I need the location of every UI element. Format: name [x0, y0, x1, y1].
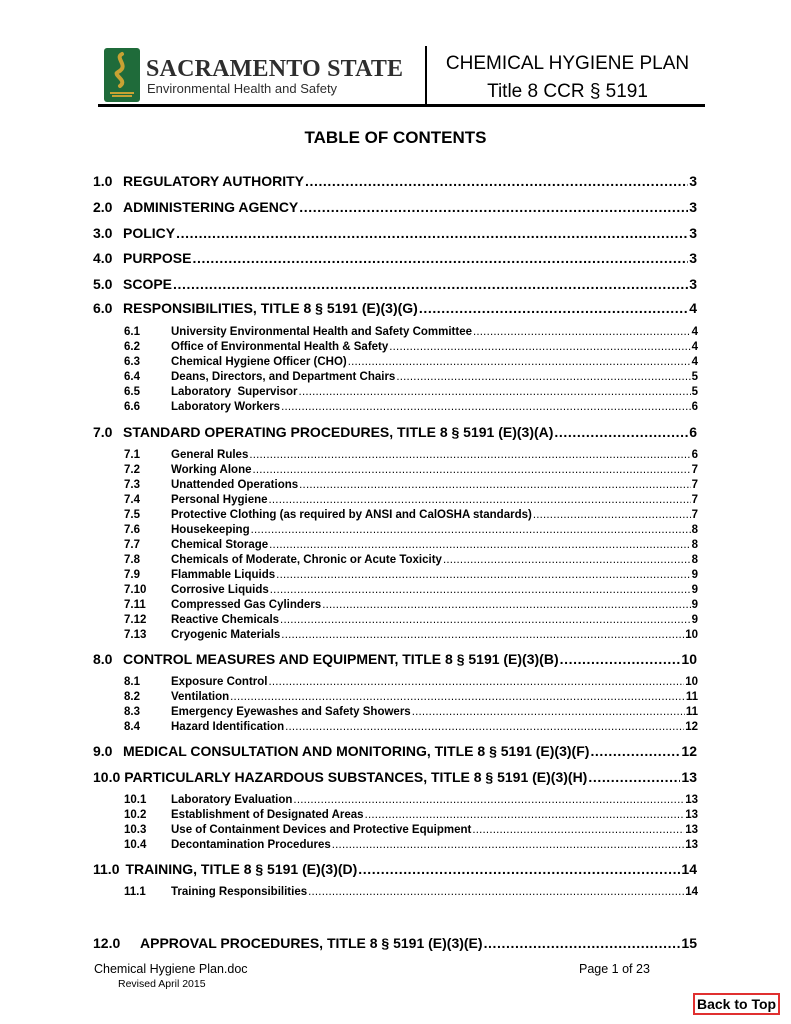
toc-entry[interactable] — [93, 250, 697, 268]
toc-entry-title: MEDICAL CONSULTATION AND MONITORING, TITLE 8 § 5191 (E)(3)(F) — [123, 743, 590, 759]
toc-entry-title: Training Responsibilities — [171, 886, 308, 898]
toc-entry-number: 5.0 — [93, 276, 113, 292]
dot-leader — [365, 809, 685, 821]
logo-subtitle: Environmental Health and Safety — [147, 81, 338, 96]
toc-entry-page: 14 — [685, 886, 698, 898]
sacramento-state-logo — [104, 48, 404, 104]
toc-entry-title: Protective Clothing (as required by ANSI and CalOSHA standards) — [171, 509, 532, 521]
toc-entry-page: 12 — [681, 743, 697, 759]
toc-entry-title: Use of Containment Devices and Protective Equipment — [171, 824, 472, 836]
header-rule — [98, 104, 705, 107]
dot-leader — [270, 584, 691, 596]
toc-subentry[interactable] — [124, 356, 698, 371]
toc-entry-page: 8 — [691, 524, 698, 536]
toc-subentry[interactable] — [124, 341, 698, 356]
toc-entry-page: 7 — [691, 509, 698, 521]
toc-entry-page: 7 — [691, 464, 698, 476]
dot-leader — [473, 326, 691, 338]
toc-entry-page: 3 — [689, 276, 697, 292]
dot-leader — [358, 861, 680, 877]
toc-entry-number: 7.3 — [124, 479, 140, 491]
toc-entry-number: 6.5 — [124, 386, 140, 398]
toc-subentry[interactable] — [124, 691, 698, 706]
toc-entry-page: 10 — [681, 651, 697, 667]
toc-entry-title: Chemicals of Moderate, Chronic or Acute Toxicity — [171, 554, 442, 566]
toc-subentry[interactable] — [124, 479, 698, 494]
toc-entry[interactable] — [93, 300, 697, 318]
toc-entry-title: Unattended Operations — [171, 479, 299, 491]
footer-page-number: Page 1 of 23 — [579, 962, 650, 976]
toc-entry-title: Laboratory Workers — [171, 401, 281, 413]
toc-entry-number: 3.0 — [93, 225, 113, 241]
toc-entry-title: Cryogenic Materials — [171, 629, 281, 641]
toc-entry-page: 4 — [691, 341, 698, 353]
toc-entry-number: 7.6 — [124, 524, 140, 536]
toc-entry-title: APPROVAL PROCEDURES, TITLE 8 § 5191 (E)(3)(E) — [140, 935, 483, 951]
toc-entry-title: University Environmental Health and Safety Committee — [171, 326, 472, 338]
toc-entry-title: Establishment of Designated Areas — [171, 809, 364, 821]
toc-entry-number: 7.9 — [124, 569, 140, 581]
toc-entry[interactable] — [93, 424, 697, 442]
dot-leader — [305, 173, 688, 189]
dot-leader — [419, 300, 688, 316]
dot-leader — [348, 356, 691, 368]
toc-subentry[interactable] — [124, 706, 698, 721]
toc-entry-number: 11.0 — [93, 861, 120, 877]
toc-entry-title: Hazard Identification — [171, 721, 285, 733]
toc-subentry[interactable] — [124, 721, 698, 736]
toc-entry-page: 8 — [691, 554, 698, 566]
toc-entry-page: 5 — [691, 371, 698, 383]
toc-entry-title: Housekeeping — [171, 524, 250, 536]
toc-entry-page: 4 — [691, 356, 698, 368]
dot-leader — [173, 276, 688, 292]
dot-leader — [389, 341, 690, 353]
toc-entry-number: 8.4 — [124, 721, 140, 733]
dot-leader — [281, 629, 684, 641]
toc-entry-title: Chemical Hygiene Officer (CHO) — [171, 356, 347, 368]
dot-leader — [560, 651, 681, 667]
toc-entry-page: 8 — [691, 539, 698, 551]
toc-entry-number: 10.1 — [124, 794, 147, 806]
toc-entry-number: 7.2 — [124, 464, 140, 476]
toc-entry[interactable] — [93, 861, 697, 879]
dot-leader — [299, 199, 688, 215]
toc-entry-title: Flammable Liquids — [171, 569, 276, 581]
toc-entry-page: 13 — [685, 824, 698, 836]
footer-filename: Chemical Hygiene Plan.doc — [94, 962, 248, 976]
dot-leader — [253, 464, 691, 476]
toc-entry-number: 8.2 — [124, 691, 140, 703]
toc-entry-title: CONTROL MEASURES AND EQUIPMENT, TITLE 8 § 5191 (E)(3)(B) — [123, 651, 559, 667]
toc-entry-title: ADMINISTERING AGENCY — [123, 199, 299, 215]
dot-leader — [230, 691, 685, 703]
toc-entry-page: 6 — [691, 449, 698, 461]
toc-entry-title: Working Alone — [171, 464, 252, 476]
toc-subentry[interactable] — [124, 614, 698, 629]
toc-entry-number: 7.7 — [124, 539, 140, 551]
toc-entry-title: POLICY — [123, 225, 176, 241]
header-divider — [425, 46, 427, 104]
toc-subentry[interactable] — [124, 676, 698, 691]
toc-entry-number: 7.4 — [124, 494, 140, 506]
dot-leader — [285, 721, 684, 733]
dot-leader — [281, 401, 691, 413]
toc-entry-number: 12.0 — [93, 935, 121, 951]
toc-entry-number: 2.0 — [93, 199, 113, 215]
toc-entry-number: 7.1 — [124, 449, 140, 461]
dot-leader — [299, 479, 690, 491]
dot-leader — [176, 225, 688, 241]
dot-leader — [443, 554, 691, 566]
back-to-top-button[interactable]: Back to Top — [693, 993, 780, 1015]
toc-entry-title: Reactive Chemicals — [171, 614, 280, 626]
toc-subentry[interactable] — [124, 524, 698, 539]
toc-entry-page: 9 — [691, 614, 698, 626]
toc-entry-page: 7 — [691, 479, 698, 491]
footer-revised-date: Revised April 2015 — [118, 978, 206, 990]
toc-entry-title: TRAINING, TITLE 8 § 5191 (E)(3)(D) — [125, 861, 358, 877]
toc-entry-number: 10.0 — [93, 769, 121, 785]
toc-entry-title: Chemical Storage — [171, 539, 269, 551]
dot-leader — [332, 839, 684, 851]
toc-subentry[interactable] — [124, 569, 698, 584]
toc-subentry[interactable] — [124, 554, 698, 569]
toc-entry-page: 9 — [691, 584, 698, 596]
dot-leader — [268, 676, 684, 688]
toc-entry-number: 7.13 — [124, 629, 147, 641]
toc-entry-page: 5 — [691, 386, 698, 398]
toc-entry-title: General Rules — [171, 449, 249, 461]
toc-entry[interactable] — [93, 935, 697, 953]
dot-leader — [484, 935, 681, 951]
toc-entry-page: 11 — [685, 691, 698, 703]
dot-leader — [412, 706, 685, 718]
toc-subentry[interactable] — [124, 809, 698, 824]
toc-entry-page: 12 — [685, 721, 698, 733]
dot-leader — [293, 794, 684, 806]
toc-entry-title: Laboratory Evaluation — [171, 794, 293, 806]
toc-entry-number: 10.2 — [124, 809, 147, 821]
dot-leader — [396, 371, 690, 383]
toc-heading: TABLE OF CONTENTS — [304, 128, 487, 147]
toc-entry-title: SCOPE — [123, 276, 173, 292]
toc-entry-title: RESPONSIBILITIES, TITLE 8 § 5191 (E)(3)(G) — [123, 300, 418, 316]
toc-entry-number: 6.2 — [124, 341, 140, 353]
dot-leader — [533, 509, 691, 521]
toc-entry-title: STANDARD OPERATING PROCEDURES, TITLE 8 § 5191 (E)(3)(A) — [123, 424, 554, 440]
toc-entry-page: 4 — [691, 326, 698, 338]
toc-entry-number: 8.3 — [124, 706, 140, 718]
toc-entry-number: 7.0 — [93, 424, 113, 440]
toc-entry-number: 9.0 — [93, 743, 113, 759]
dot-leader — [249, 449, 690, 461]
dot-leader — [269, 494, 691, 506]
dot-leader — [322, 599, 690, 611]
toc-entry[interactable] — [93, 743, 697, 761]
toc-entry-number: 7.5 — [124, 509, 140, 521]
toc-entry-title: Exposure Control — [171, 676, 268, 688]
toc-entry-page: 6 — [691, 401, 698, 413]
toc-entry-page: 10 — [685, 676, 698, 688]
toc-subentry[interactable] — [124, 886, 698, 901]
toc-entry[interactable] — [93, 651, 697, 669]
toc-entry-page: 14 — [681, 861, 697, 877]
dot-leader — [308, 886, 684, 898]
toc-entry-title: Ventilation — [171, 691, 230, 703]
toc-entry-page: 10 — [685, 629, 698, 641]
toc-entry-page: 9 — [691, 569, 698, 581]
toc-entry-number: 7.12 — [124, 614, 147, 626]
toc-subentry[interactable] — [124, 824, 698, 839]
toc-entry-page: 11 — [685, 706, 698, 718]
toc-entry-title: Laboratory Supervisor — [171, 386, 298, 398]
toc-entry-title: Decontamination Procedures — [171, 839, 331, 851]
toc-entry-number: 7.8 — [124, 554, 140, 566]
toc-entry[interactable] — [93, 769, 697, 787]
toc-entry-page: 6 — [689, 424, 697, 440]
toc-entry-number: 8.0 — [93, 651, 113, 667]
toc-entry-number: 6.4 — [124, 371, 140, 383]
toc-subentry[interactable] — [124, 401, 698, 416]
toc-entry-number: 7.10 — [124, 584, 147, 596]
toc-subentry[interactable] — [124, 509, 698, 524]
toc-entry[interactable] — [93, 173, 697, 191]
toc-entry-title: Emergency Eyewashes and Safety Showers — [171, 706, 411, 718]
toc-entry[interactable] — [93, 225, 697, 243]
toc-subentry[interactable] — [124, 794, 698, 809]
toc-entry-page: 13 — [685, 809, 698, 821]
toc-entry-number: 10.4 — [124, 839, 147, 851]
toc-entry-page: 3 — [689, 199, 697, 215]
dot-leader — [251, 524, 691, 536]
toc-subentry[interactable] — [124, 326, 698, 341]
toc-entry-page: 13 — [685, 794, 698, 806]
toc-entry-page: 4 — [689, 300, 697, 316]
toc-entry-number: 10.3 — [124, 824, 147, 836]
toc-subentry[interactable] — [124, 839, 698, 854]
toc-entry-page: 3 — [689, 173, 697, 189]
toc-entry-title: REGULATORY AUTHORITY — [123, 173, 304, 189]
dot-leader — [554, 424, 688, 440]
dot-leader — [590, 743, 680, 759]
dot-leader — [472, 824, 684, 836]
toc-entry-page: 13 — [685, 839, 698, 851]
toc-entry-number: 4.0 — [93, 250, 113, 266]
toc-entry-number: 11.1 — [124, 886, 146, 898]
toc-entry-title: PARTICULARLY HAZARDOUS SUBSTANCES, TITLE 8 § 5191 (E)(3)(H) — [124, 769, 588, 785]
toc-subentry[interactable] — [124, 629, 698, 644]
dot-leader — [276, 569, 690, 581]
toc-entry-number: 1.0 — [93, 173, 113, 189]
toc-entry[interactable] — [93, 276, 697, 294]
toc-subentry[interactable] — [124, 386, 698, 401]
toc-entry-page: 3 — [689, 225, 697, 241]
toc-subentry[interactable] — [124, 599, 698, 614]
dot-leader — [280, 614, 691, 626]
toc-entry-title: Personal Hygiene — [171, 494, 268, 506]
toc-entry-page: 9 — [691, 599, 698, 611]
toc-subentry[interactable] — [124, 464, 698, 479]
toc-entry-page: 13 — [681, 769, 697, 785]
toc-subentry[interactable] — [124, 449, 698, 464]
toc-entry[interactable] — [93, 199, 697, 217]
toc-entry-page: 15 — [681, 935, 697, 951]
toc-entry-number: 6.6 — [124, 401, 140, 413]
toc-entry-title: Office of Environmental Health & Safety — [171, 341, 389, 353]
toc-entry-title: PURPOSE — [123, 250, 192, 266]
toc-subentry[interactable] — [124, 539, 698, 554]
toc-entry-page: 7 — [691, 494, 698, 506]
toc-entry-number: 6.0 — [93, 300, 113, 316]
plan-title: CHEMICAL HYGIENE PLAN — [445, 53, 690, 74]
toc-entry-title: Corrosive Liquids — [171, 584, 269, 596]
toc-subentry[interactable] — [124, 371, 698, 386]
toc-entry-title: Deans, Directors, and Department Chairs — [171, 371, 396, 383]
plan-subtitle: Title 8 CCR § 5191 — [487, 81, 648, 102]
toc-entry-title: Compressed Gas Cylinders — [171, 599, 322, 611]
hornet-logo-icon — [104, 48, 140, 102]
dot-leader — [192, 250, 688, 266]
toc-subentry[interactable] — [124, 494, 698, 509]
dot-leader — [588, 769, 680, 785]
toc-entry-number: 6.3 — [124, 356, 140, 368]
dot-leader — [299, 386, 691, 398]
toc-entry-number: 6.1 — [124, 326, 140, 338]
toc-entry-number: 8.1 — [124, 676, 140, 688]
toc-entry-number: 7.11 — [124, 599, 146, 611]
toc-entry-page: 3 — [689, 250, 697, 266]
toc-subentry[interactable] — [124, 584, 698, 599]
dot-leader — [269, 539, 690, 551]
logo-title: SACRAMENTO STATE — [146, 56, 404, 82]
